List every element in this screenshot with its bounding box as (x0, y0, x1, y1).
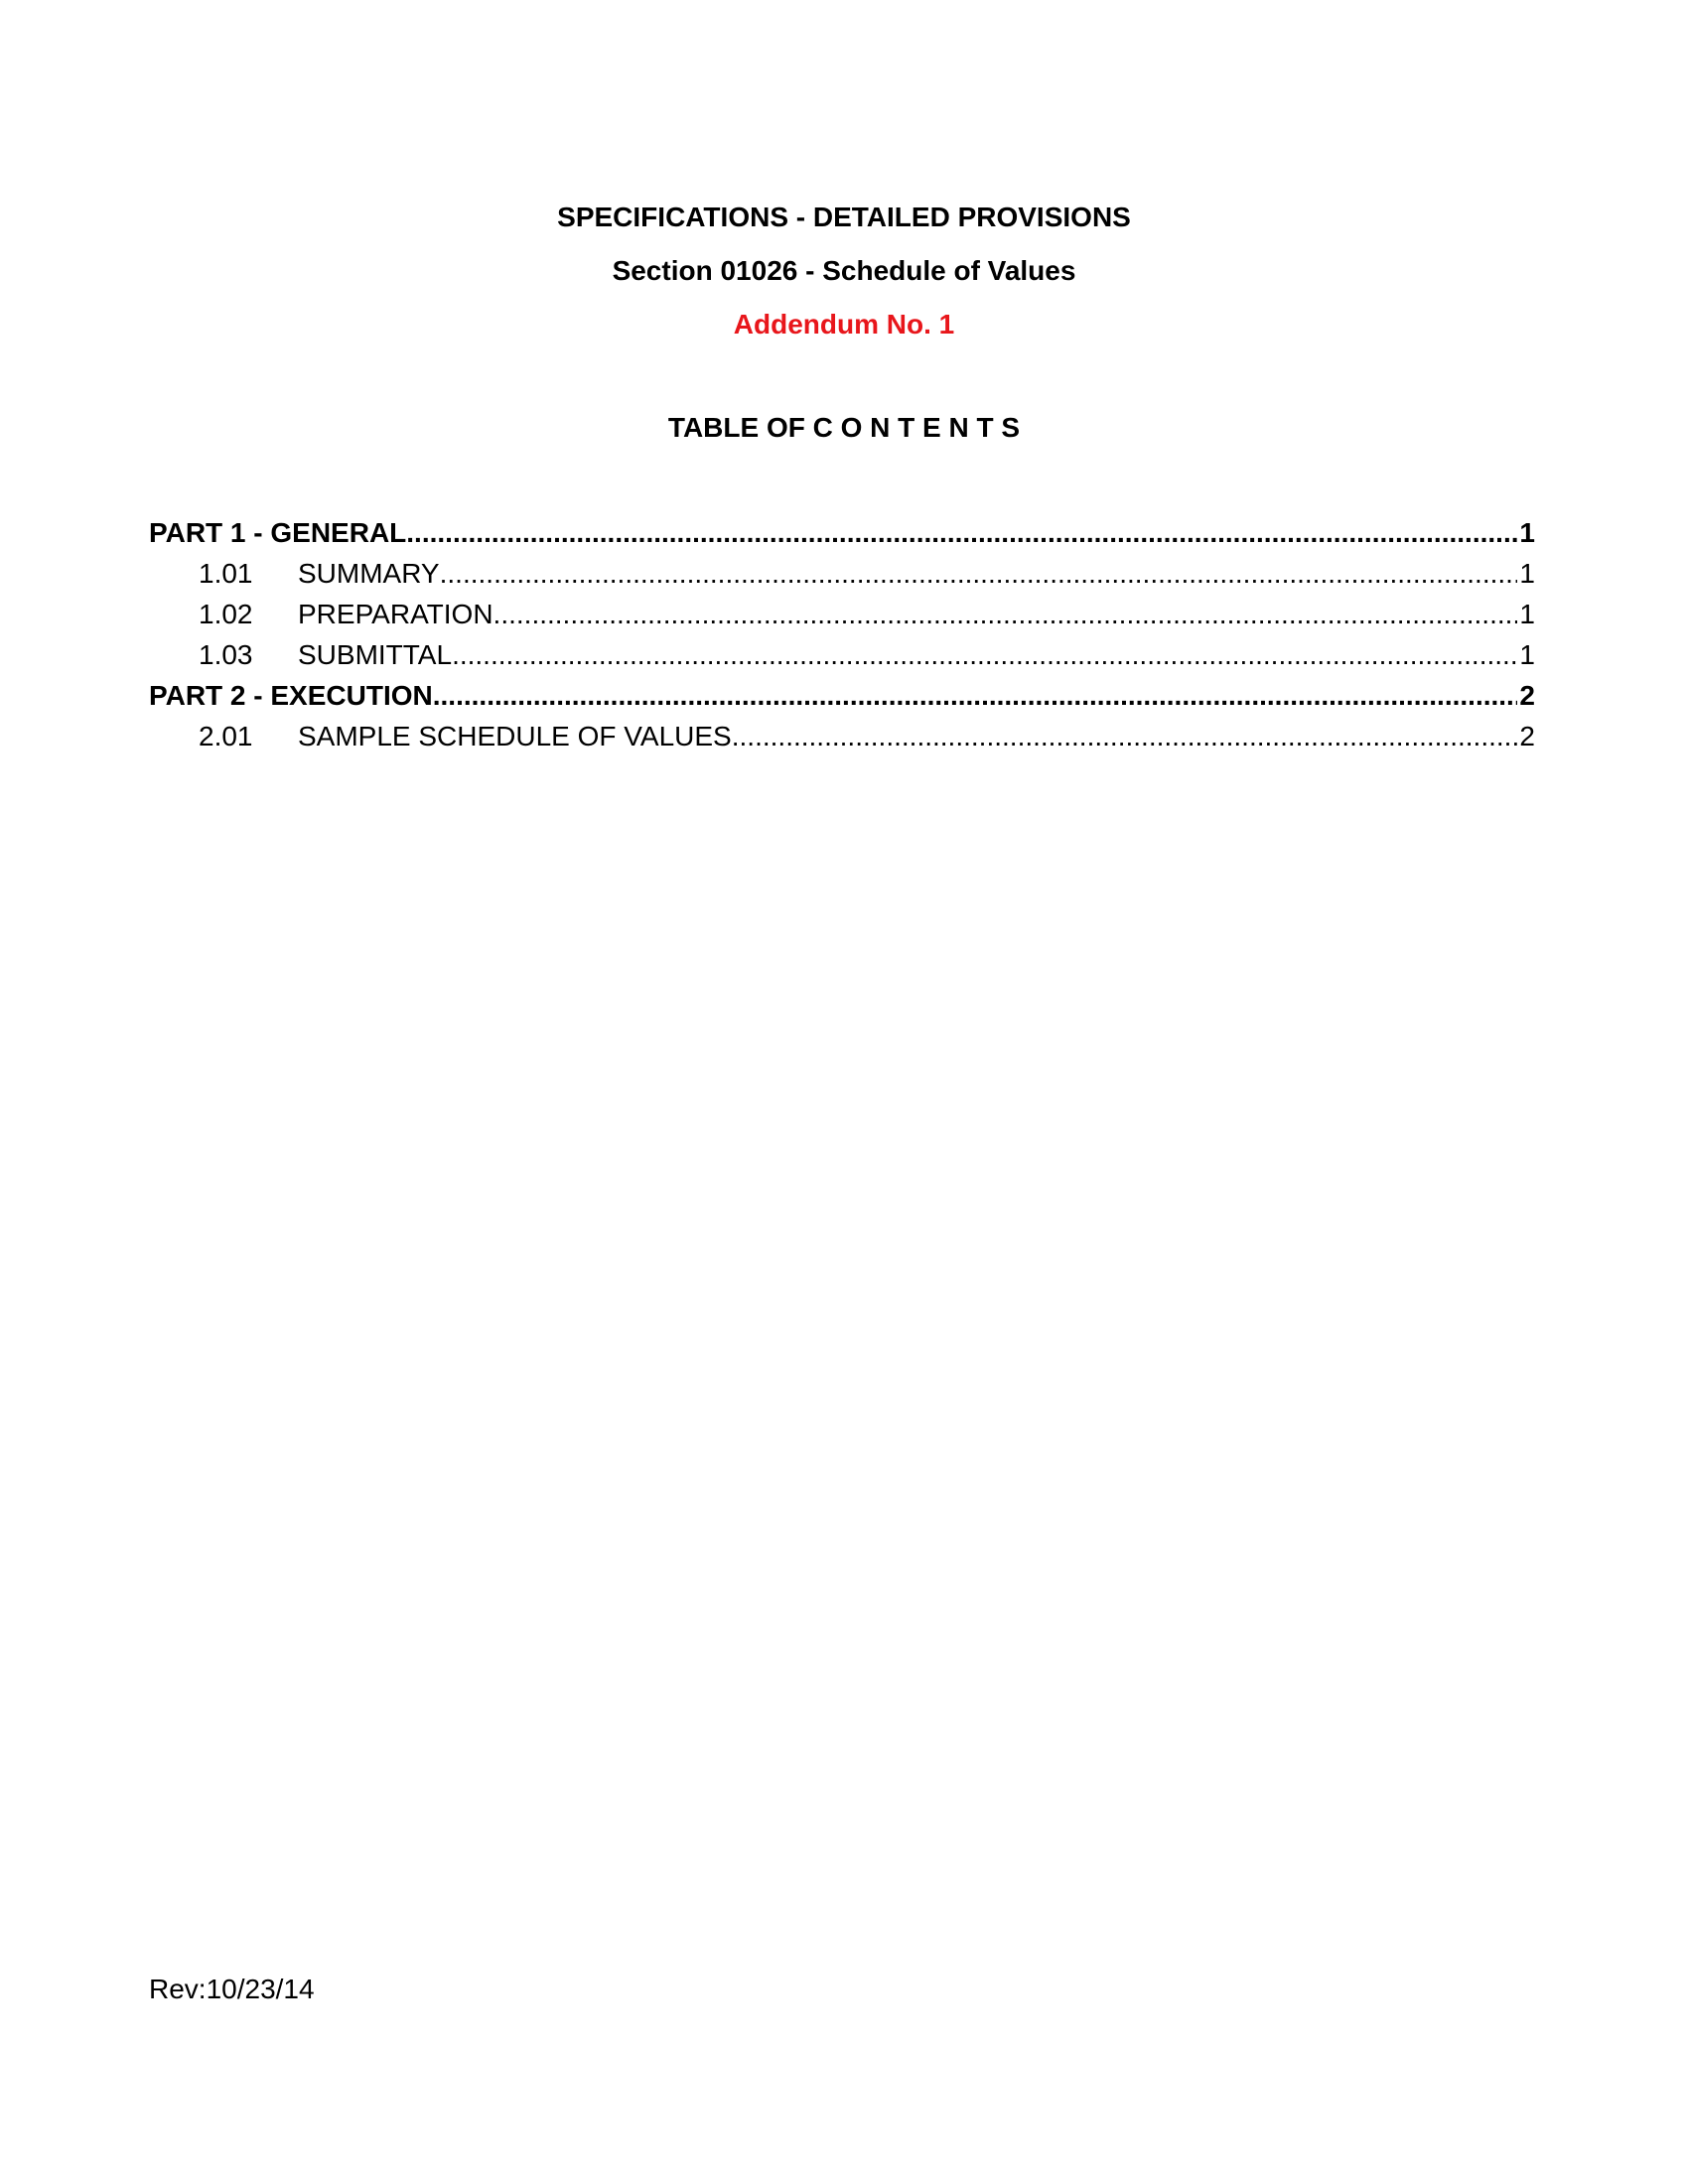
toc-entry-label: PREPARATION (298, 599, 493, 629)
toc-entry-part-1[interactable] (149, 512, 1535, 553)
table-of-contents (149, 512, 1535, 756)
toc-dot-leader (493, 594, 1518, 634)
addendum-heading: Addendum No. 1 (733, 309, 955, 340)
toc-entry-label: SUBMITTAL (298, 639, 453, 670)
toc-entry-page: 1 (1519, 599, 1535, 629)
toc-entry-1-01[interactable] (149, 553, 1535, 594)
toc-entry-number: 1.02 (199, 599, 253, 629)
toc-dot-leader (732, 716, 1518, 756)
toc-entry-1-03[interactable] (149, 634, 1535, 675)
toc-dot-leader (452, 634, 1517, 675)
toc-entry-label: PART 2 - EXECUTION (149, 680, 433, 711)
section-heading: Section 01026 - Schedule of Values (612, 255, 1076, 286)
toc-entry-label: SAMPLE SCHEDULE OF VALUES (298, 721, 732, 751)
toc-entry-1-02[interactable] (149, 594, 1535, 634)
toc-entry-page: 1 (1519, 517, 1535, 548)
toc-title: TABLE OF C O N T E N T S (667, 412, 1021, 443)
toc-entry-number: 1.03 (199, 639, 253, 670)
toc-dot-leader (440, 553, 1518, 594)
toc-entry-number: 1.01 (199, 558, 253, 589)
toc-entry-number: 2.01 (199, 721, 253, 751)
toc-entry-part-2[interactable] (149, 675, 1535, 716)
toc-entry-page: 1 (1519, 558, 1535, 589)
toc-entry-label: PART 1 - GENERAL (149, 517, 407, 548)
specifications-heading: SPECIFICATIONS - DETAILED PROVISIONS (557, 202, 1131, 232)
toc-entry-2-01[interactable] (149, 716, 1535, 756)
toc-dot-leader (433, 675, 1518, 716)
toc-dot-leader (406, 512, 1517, 553)
toc-entry-label: SUMMARY (298, 558, 440, 589)
document-header (0, 191, 1688, 351)
revision-date: Rev:10/23/14 (149, 1974, 315, 2004)
toc-entry-page: 2 (1519, 680, 1535, 711)
toc-entry-page: 2 (1519, 721, 1535, 751)
toc-entry-page: 1 (1519, 639, 1535, 670)
